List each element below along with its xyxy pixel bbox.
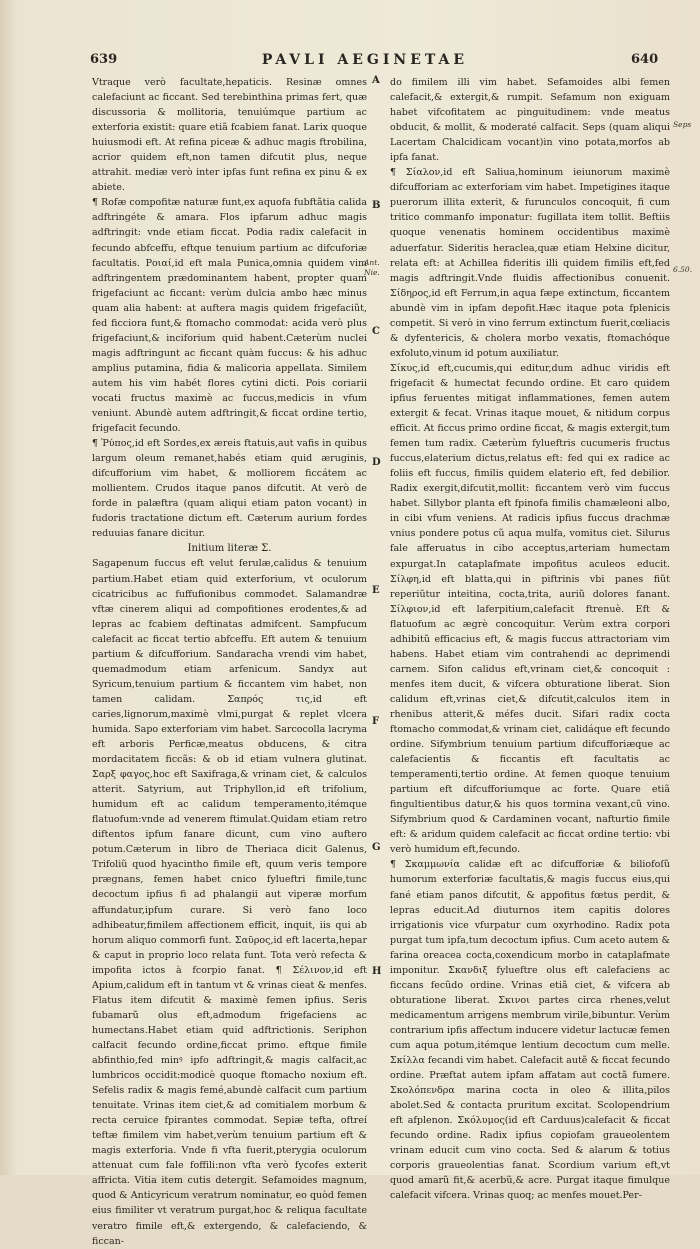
margin-letter: C [372, 326, 380, 337]
margin-note: Ant. [364, 258, 380, 267]
right-text-column [390, 75, 670, 1202]
margin-note: Nie. [364, 268, 380, 277]
text-paragraph: ¶ Σκαμμωνία calidæ eft ac difcufforiæ & biliofoſũ humorum exterforiæ facultatis,& magis fuccus eius,qui fané etiam panos difcutit, & appofitus fœtus perdit, & lepras educit.Ad diuturnos item capitis dolores irrigationis vice vfurpatur cum oxyrhodino. Radix pota purgat tum ipfa,tum decoctum ipfius. Cum aceto autem & farina oreacea cocta,coxendicum morbo in cataplafmate imponitur. Σκανδιξ fylueftre olus eft calefaciens ac ficcans fecũdo ordine. Vrinas etiã ciet, & vifcera ab obturatione liberat. Σκινοι partes circa rhenes,velut medicamentum arrigens membrum virile,bibuntur. Verùm contrarium ipfis affectum inducere videtur lactucæ femen cum aqua potum,itémque lentium decoctum cum melle. Σκίλλα fecandi vim habet. Calefacit autẽ & ficcat fecundo ordine. Præftat autem ipfam affatam aut coctã fumere. Σκολόπενδρα marina cocta in oleo & illita,pilos abolet.Sed & contacta pruritum excitat. Scolopendrium eft afplenon. Σκόλυμος(id eft Carduus)calefacit & ficcat fecundo ordine. Radix ipfius copiofam graueolentem vrinam educit cum vino cocta. Sed & alarum & totius corporis graueolentias fanat. Scordium varium eft,vt quod amarũ fit,& acerbũ,& acre. Purgat itaque fimulque calefacit vifcera. Vrinas quoq; ac menfes mouet.Per- [390, 859, 670, 1202]
margin-note: Seps [673, 120, 692, 129]
margin-letter: D [372, 457, 381, 468]
text-paragraph: do fimilem illi vim habet. Sefamoides albi femen calefacit,& extergit,& rumpit. Sefamum non exiguam habet vifcofitatem ac pinguitudinem: vnde meatus obducit, & mollit, & moderaté calfacit. Seps (quam aliqui Lacertam Chalcidicam vocant)in vino potata,morfos ab ipfa fanat. [390, 77, 670, 164]
text-paragraph: Σίκυς,id eft,cucumis,qui editur,dum adhuc viridis eft frigefacit & humectat fecundo ordine. Et caro quidem ipfius feruentes mitigat inflammationes, femen autem extergit & fecat. Vrinas itaque mouet, & nitidum corpus efficit. At ficcus primo ordine ficcat, & magis extergit,tum femen tum radix. Cæterùm fylueftris cucumeris fructus fuccus,elaterium dictus,relatus eft: fed qui ex radice ac foliis eft fuccus, fimilis quidem elaterio eft, fed debilior. Radix exergit,difcutit,mollit: ficcantem verò vim fuccus habet. Sillybor planta eft fpinofa fimilis chamæleoni albo, in cibi vfum veniens. At radicis ipfius fuccus drachmæ vnius pondere potus cũ aqua mulfa, vomitus ciet. Silurus fale afferuatus in cibo acceptus,arteriam humectam expurgat.In cataplafmate impofitus aculeos educit. Σίλφη,id eft blatta,qui in piftrinis vbi panes fiũt reperiũtur inteitina, cocta,trita, auriũ dolores fanant. Σίλφιον,id eft laferpitium,calefacit ftrenuè. Eft & flatuofum ac ægrè concoquitur. Verùm extra corpori adhibitũ efficacius eft, & magis fuccus attractoriam vim habens. Habet etiam vim contrahendi ac deprimendi carnem. Sifon calidus eft,vrinam ciet,& concoquit : menfes item ducit, & vifcera obturatione liberat. Sion calidum eft,vrinas ciet,& difcutit,calculos item in rhenibus atterit,& méfes ducit. Sifari radix cocta ftomacho commodat,& vrinam ciet, calidáque eft fecundo ordine. Sifymbrium tenuium partium difcufforiæque ac calefacientis & ficcantis eft facultatis ac temperamenti,tertio ordine. At femen quoque tenuium partium eft difcufforiumque ac forte. Quare etiã fingultientibus datur,& his quos tormina vexant,cũ vino. Sifymbrium quod & Cardaminen vocant, nafturtio fimile eft: & aridum quidem calefacit ac ficcat ordine tertio: vbi verò humidum eft,fecundo. [390, 362, 670, 856]
margin-letter: B [372, 200, 381, 211]
text-paragraph: ¶ Rofæ compofitæ naturæ funt,ex aquofa fubftãtia calida adftringéte & amara. Flos ipfarum adhuc magis adftringit: vnde etiam ficcat. Podia radix calefacit in fecundo abfceffu, eftque tenuium partium ac difcuforiæ facultatis. Ροιαί,id eft mala Punica,omnia quidem vim adftringentem prædominantem habent, propter quam frigefaciunt ac ficcant: verùm dulcia ambo hæc minus quam alia habent: at auftera magis quidem frigefaciũt, fed ficciora funt,& ftomacho commodat: acida verò plus frigefaciunt,& inciforium quid habent.Cæterùm nuclei magis adftringunt ac ficcant quàm fuccus: & his adhuc amplius putamina, fidia & malicoria appellata. Similem autem his vim habét flores cytini dicti. Pois coriarii vocati fructus maximè ac fuccus,medicis in vfum veniunt. Abundè autem adftringit,& ficcat ordine tertio, frigefacit fecundo. [92, 197, 367, 435]
right-page-number: 640 [631, 52, 659, 67]
margin-letter: F [372, 716, 380, 727]
margin-letter: H [372, 966, 382, 977]
section-heading: Initium literæ Σ. [187, 543, 272, 555]
text-paragraph: Sagapenum fuccus eft velut ferulæ,calidus & tenuium partium.Habet etiam quid exterforium, vt oculorum cicatricibus ac fuffufionibus commodet. Salamandræ vftæ cinerem aliqui ad compofitiones erodentes,& ad lepras ac fcabiem deftinatas admifcent. Sampfucum calefacit ac ficcat tertio abfceffu. Eft autem & tenuium partium & difcufforium. Sandaracha vrendi vim habet, quemadmodum etiam arfenicum. Sandyx aut Syricum,tenuium partium & ficcantem vim habet, non tamen calidam. Σαπρός τις,id eft caries,lignorum,maximè vlmi,purgat & replet vlcera humida. Sapo exterforiam vim habet. Sarcocolla lacryma eft arboris Perficæ,meatus obducens, & citra mordacitatem ficcãs: & ob id etiam vulnera glutinat. Σαρξ φαγος,hoc eft Saxifraga,& vrinam ciet, & calculos atterit. Satyrium, aut Triphyllon,id eft trifolium, humidum eft ac calidum temperamento,itémque flatuofum:vnde ad venerem ftimulat.Quidam etiam retro diftentos ipfum fanare dicunt, cum vino auftero potum.Cæterum in libro de Theriaca dicit Galenus, Trifoliũ quod hyacintho fimile eft, quum veris tempore prægnans, femen habet cnico fylueftri fimile,tunc decoctum ipfius fi ad phalangii aut viperæ morfum affundatur,ipfum curare. Si verò fano loco adhibeatur,fimilem affectionem efficit, inquit, iis qui ab horum aliquo commorfi funt. Σαῦρος,id eft lacerta,hepar & caput in proprio loco relata funt. Tota verò refecta & impofita ictos à fcorpio fanat. ¶ Σέλινον,id eft Apium,calidum eft in tantum vt & vrinas cieat & menfes. Flatus item difcutit & maximè femen ipfius. Seris fubamarũ olus eft,admodum frigefaciens ac humectans.Habet etiam quid adftrictionis. Seriphon calfacit fecundo ordine,ficcat primo. eftque fimile abfinthio,fed minꝰ ipfo adftringit,& magis calfacit,ac lumbricos occidit:modicè quoque ftomacho noxium eft. Sefelis radix & magis femé,abundè calfacit cum partium tenuitate. Vrinas item ciet,& ad comitialem morbum & recta ceruice fpirantes commodat. Sepiæ tefta, oftreí teftæ fimilem vim habet,verùm tenuium partium eft & magis exterforia. Vnde fi vfta fuerit,pterygia oculorum attenuat cum fale foffili:non vfta verò fycofes exterit affricta. Vitia item cutis detergit. Sefamoides magnum, quod & Anticyricum veratrum nominatur, eo quòd femen eius fimiliter vt veratrum purgat,hoc & reliqua facultate veratro fimile eft,& extergendo, & calefaciendo, & ficcan- [92, 558, 367, 1247]
margin-note: 6.50. [673, 265, 693, 274]
text-paragraph: Vtraque verò facultate,hepaticis. Resinæ omnes calefaciunt ac ficcant. Sed terebinthina primas fert, quæ discussoria & mollitoria, tenuiúmque partium ac exterforia existit: quare etiã fcabiem fanat. Larix quoque huiusmodi eft. At refina piceæ & adhuc magis ftrobilina, acrior quidem eft,non tamen difcutit plus, neque attrahit. mediæ verò inter ipfas funt refina ex pinu & ex abiete. [92, 77, 367, 194]
left-text-column [92, 75, 367, 1247]
left-page-number: 639 [90, 52, 118, 67]
text-paragraph: ¶ Ῥύπος,id eft Sordes,ex æreis ftatuis,aut vafis in quibus largum oleum remanet,habés etiam quid æruginis, difcufforium vim habet, & molliorem ficcátem ac mollientem. Crudos itaque panos difcutit. At verò de forde in palæftra (quam aliqui etiam paton vocant) in fudoris tractatione dictum eft. Cæterum aurium fordes reduuias fanare dicitur. [92, 438, 367, 540]
text-paragraph: ¶ Σίαλον,id eft Saliua,hominum ieiunorum maximè difcufforiam ac exterforiam vim habet. Impetigines itaque puerorum illita exterit, & furunculos concoquit, fi cum tritico commanfo imponatur: fugillata item tollit. Beftiis quoque venenatis hominem occidentibus maximè aduerfatur. Sideritis heraclea,quæ etiam Helxine dicitur, relata eft: at Achillea fideritis illi quidem fimilis eft,fed magis adftringit.Vnde fluidis affectionibus conuenit. Σίδηρος,id eft Ferrum,in aqua fæpe extinctum, ficcantem abundè vim in ipfam depofit.Hæc itaque pota fplenicis competit. Si verò in vino ferrum extinctum fuerit,cœliacis & dyfentericis, & cholera morbo vexatis, ftomachóque exfoluto,vinum id potum auxiliatur. [390, 167, 670, 359]
margin-letter: E [372, 585, 380, 596]
running-title: PAVLI AEGINETAE [261, 52, 469, 68]
margin-letter: G [372, 842, 381, 853]
margin-letter: A [372, 75, 380, 86]
